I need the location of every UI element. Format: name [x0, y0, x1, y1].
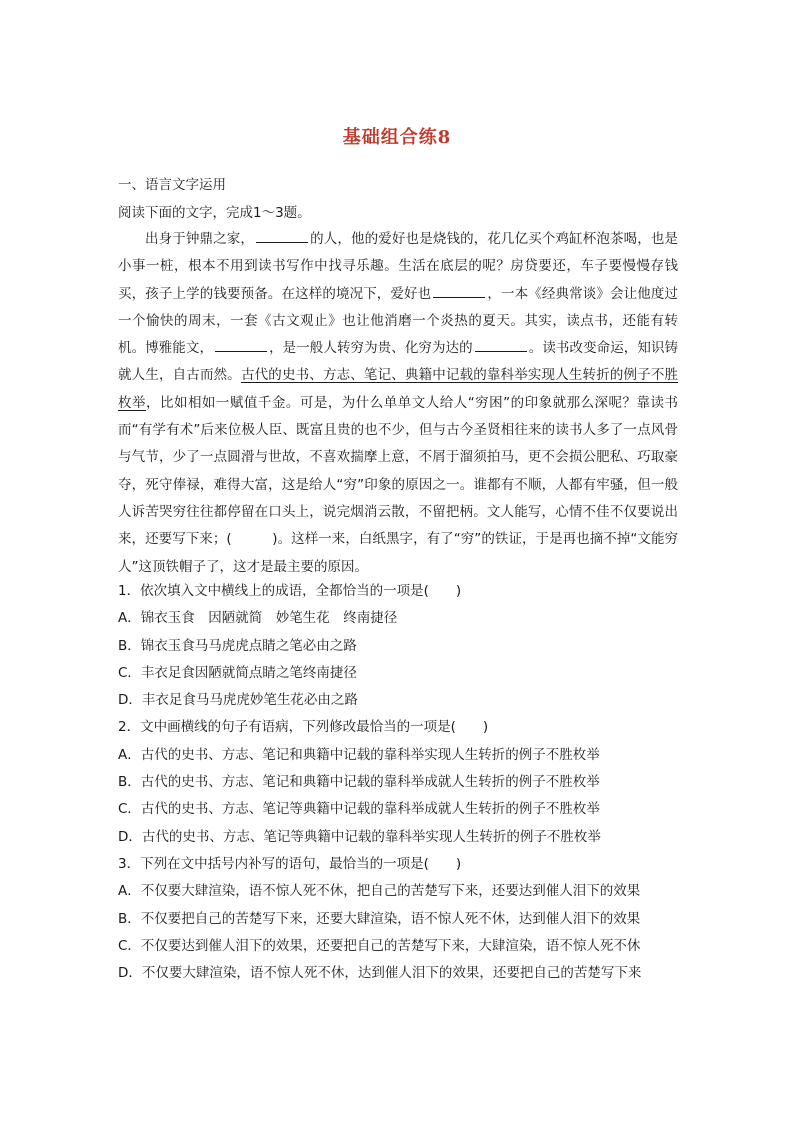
question-list	[118, 578, 678, 987]
question-1-option-d: D．丰衣足食马马虎虎妙笔生花必由之路	[118, 692, 358, 709]
passage-text: 的人，他的爱好也是烧钱的，花几亿买个鸡缸杯泡茶喝，也是小事一桩，根本不用到读书写作中找寻乐趣。生活在底层的呢？房贷要还，车子要慢慢存钱买，孩子上学的钱要预备。在这样的境况下，爱好也	[118, 231, 679, 302]
passage-text: 。读书改变命运，知识铸就人生，自古而然。	[118, 340, 679, 384]
passage-paragraph	[118, 226, 678, 581]
question-1-option-a: A．锦衣玉食 因陋就简 妙笔生花 终南捷径	[118, 610, 398, 627]
question-3-stem: 3．下列在文中括号内补写的语句，最恰当的一项是( )	[118, 855, 462, 872]
question-1-option-b: B．锦衣玉食马马虎虎点睛之笔必由之路	[118, 637, 357, 654]
blank-2	[433, 283, 485, 298]
question-3-option-c: C．不仅要达到催人泪下的效果，还要把自己的苦楚写下来，大肆渲染，语不惊人死不休	[118, 937, 641, 954]
question-3-option-a: A．不仅要大肆渲染，语不惊人死不休，把自己的苦楚写下来，还要达到催人泪下的效果	[118, 883, 641, 900]
question-2-option-b: B．古代的史书、方志、笔记和典籍中记载的靠科举成就人生转折的例子不胜枚举	[118, 774, 600, 791]
page-title: 基础组合练8	[342, 127, 452, 148]
question-2-option-a: A．古代的史书、方志、笔记和典籍中记载的靠科举实现人生转折的例子不胜枚举	[118, 746, 600, 763]
question-2-option-c: C．古代的史书、方志、笔记等典籍中记载的靠科举成就人生转折的例子不胜枚举	[118, 801, 600, 818]
instruction-text: 阅读下面的文字，完成1～3题。	[118, 205, 311, 221]
question-1-stem: 1．依次填入文中横线上的成语，全都恰当的一项是( )	[118, 583, 462, 599]
passage-text: 出身于钟鼎之家，	[145, 231, 255, 247]
question-3-option-b: B．不仅要把自己的苦楚写下来，还要大肆渲染，语不惊人死不休，达到催人泪下的效果	[118, 910, 641, 927]
question-2-stem: 2．文中画横线的句子有语病，下列修改最恰当的一项是( )	[118, 719, 489, 736]
passage-text: ，是一般人转穷为贵、化穷为达的	[269, 340, 473, 357]
question-2-option-d: D．古代的史书、方志、笔记等典籍中记载的靠科举实现人生转折的例子不胜枚举	[118, 828, 601, 845]
underlined-sentence: 古代的史书、方志、笔记、典籍中记载的靠科举实现人生转折的例子不胜枚举	[118, 367, 679, 411]
passage-text: ，一本《经典常谈》会让他度过一个愉快的周末，一套《古文观止》也让他消磨一个炎热的夏天。其实，读点书，还能有转机。博雅能文，	[118, 285, 678, 357]
blank-1	[256, 228, 308, 243]
question-1-option-c: C．丰衣足食因陋就简点睛之笔终南捷径	[118, 664, 357, 681]
question-3-option-d: D．不仅要大肆渲染，语不惊人死不休，达到催人泪下的效果，还要把自己的苦楚写下来	[118, 965, 642, 982]
blank-4	[475, 337, 527, 352]
section-heading: 一、语言文字运用	[118, 177, 226, 193]
reading-passage	[118, 226, 678, 581]
blank-3	[215, 337, 267, 352]
passage-text: ，比如相如一赋值千金。可是，为什么单单文人给人“穷困”的印象就那么深呢？靠读书而“有学有术”后来位极人臣、既富且贵的也不少，但与古今圣贤相往来的读书人多了一点风骨与气节，少了一点圆滑与世故，不喜欢揣摩上意，不屑于溜须拍马，更不会损公肥私、巧取豪夺，死守俸禄，难得大富，这是给人“穷”印象的原因之一。谁都有不顺，人都有牢骚，但一般人诉苦哭穷往往都停留在口头上，说完烟消云散，不留把柄。文人能写，心情不佳不仅要说出来，还要写下来；( )。这样一来，白纸黑字，有了“穷”的铁证，于是再也摘不掉“文能穷人”这顶铁帽子了，这才是最主要的原因。	[118, 394, 678, 575]
